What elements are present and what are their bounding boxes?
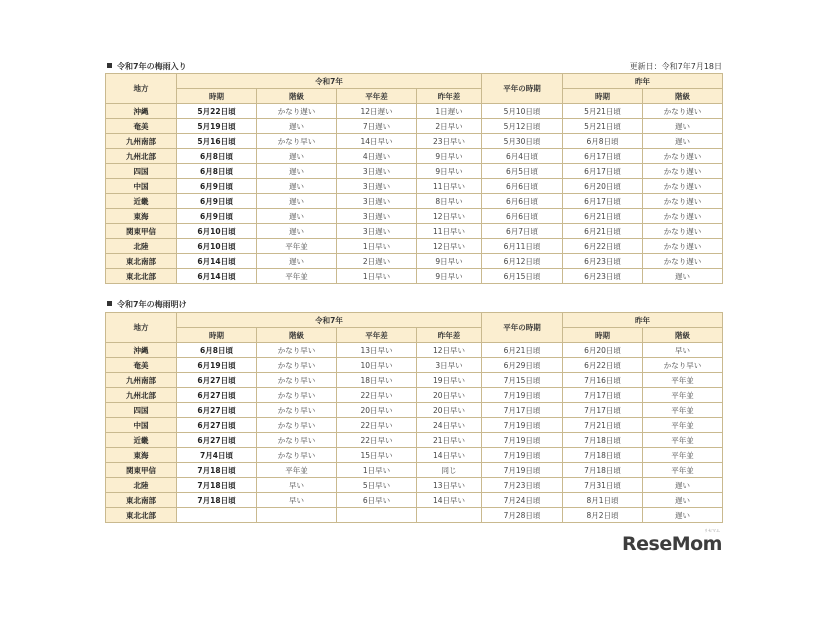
prev-diff-cell: 2日早い [417, 119, 482, 134]
last-year-class-cell: 平年並 [643, 418, 723, 433]
region-cell: 東北北部 [106, 269, 177, 284]
normal-diff-cell [337, 508, 417, 523]
normal-diff-cell: 3日遅い [337, 164, 417, 179]
header-normal-period: 平年の時期 [482, 74, 563, 104]
last-year-period-cell: 7月18日頃 [563, 463, 643, 478]
period-cell: 6月27日頃 [177, 433, 257, 448]
prev-diff-cell: 21日早い [417, 433, 482, 448]
normal-diff-cell: 1日早い [337, 463, 417, 478]
prev-diff-cell: 9日早い [417, 149, 482, 164]
table-row [106, 373, 723, 388]
header-last-year: 昨年 [563, 313, 723, 328]
prev-diff-cell: 14日早い [417, 448, 482, 463]
header-prev-diff: 昨年差 [417, 328, 482, 343]
prev-diff-cell: 19日早い [417, 373, 482, 388]
region-cell: 中国 [106, 418, 177, 433]
period-cell: 6月19日頃 [177, 358, 257, 373]
normal-diff-cell: 2日遅い [337, 254, 417, 269]
prev-diff-cell: 9日早い [417, 269, 482, 284]
last-year-period-cell: 6月22日頃 [563, 239, 643, 254]
last-year-period-cell: 6月23日頃 [563, 269, 643, 284]
header-last-year-period: 時期 [563, 328, 643, 343]
header-region: 地方 [106, 74, 177, 104]
last-year-period-cell: 6月21日頃 [563, 209, 643, 224]
class-cell: かなり遅い [257, 104, 337, 119]
normal-period-cell: 7月28日頃 [482, 508, 563, 523]
last-year-period-cell: 5月21日頃 [563, 104, 643, 119]
region-cell: 東海 [106, 448, 177, 463]
normal-period-cell: 7月19日頃 [482, 433, 563, 448]
period-cell: 6月14日頃 [177, 269, 257, 284]
normal-diff-cell: 3日遅い [337, 209, 417, 224]
header-prev-diff: 昨年差 [417, 89, 482, 104]
period-cell: 6月27日頃 [177, 403, 257, 418]
header-normal-diff: 平年差 [337, 328, 417, 343]
last-year-class-cell: かなり遅い [643, 104, 723, 119]
region-cell: 九州北部 [106, 149, 177, 164]
normal-diff-cell: 3日遅い [337, 179, 417, 194]
period-cell [177, 508, 257, 523]
normal-diff-cell: 4日遅い [337, 149, 417, 164]
period-cell: 6月8日頃 [177, 149, 257, 164]
header-current-year: 令和7年 [177, 313, 482, 328]
onset-table-body [106, 104, 723, 284]
last-year-period-cell: 6月22日頃 [563, 358, 643, 373]
header-class: 階級 [257, 89, 337, 104]
period-cell: 6月14日頃 [177, 254, 257, 269]
region-cell: 近畿 [106, 194, 177, 209]
period-cell: 5月19日頃 [177, 119, 257, 134]
region-cell: 沖縄 [106, 104, 177, 119]
header-period: 時期 [177, 89, 257, 104]
class-cell: 遅い [257, 194, 337, 209]
table-row [106, 194, 723, 209]
last-year-class-cell: 平年並 [643, 403, 723, 418]
class-cell: かなり早い [257, 448, 337, 463]
normal-diff-cell: 18日早い [337, 373, 417, 388]
region-cell: 九州北部 [106, 388, 177, 403]
header-region: 地方 [106, 313, 177, 343]
prev-diff-cell: 同じ [417, 463, 482, 478]
class-cell: 遅い [257, 224, 337, 239]
period-cell: 6月10日頃 [177, 224, 257, 239]
normal-diff-cell: 22日早い [337, 433, 417, 448]
class-cell [257, 508, 337, 523]
header-class: 階級 [257, 328, 337, 343]
normal-period-cell: 5月30日頃 [482, 134, 563, 149]
last-year-class-cell: 平年並 [643, 448, 723, 463]
period-cell: 6月27日頃 [177, 373, 257, 388]
normal-period-cell: 5月10日頃 [482, 104, 563, 119]
normal-diff-cell: 1日早い [337, 269, 417, 284]
last-year-class-cell: 平年並 [643, 433, 723, 448]
class-cell: 早い [257, 478, 337, 493]
header-last-year: 昨年 [563, 74, 723, 89]
header-last-year-class: 階級 [643, 328, 723, 343]
normal-period-cell: 6月6日頃 [482, 179, 563, 194]
region-cell: 東海 [106, 209, 177, 224]
normal-period-cell: 7月24日頃 [482, 493, 563, 508]
normal-period-cell: 6月15日頃 [482, 269, 563, 284]
normal-diff-cell: 20日早い [337, 403, 417, 418]
last-year-class-cell: 平年並 [643, 463, 723, 478]
normal-period-cell: 7月17日頃 [482, 403, 563, 418]
table-row [106, 104, 723, 119]
period-cell: 6月8日頃 [177, 343, 257, 358]
table-row [106, 433, 723, 448]
last-year-class-cell: 遅い [643, 478, 723, 493]
table-row [106, 403, 723, 418]
table-row [106, 343, 723, 358]
normal-diff-cell: 3日遅い [337, 224, 417, 239]
last-year-class-cell: かなり遅い [643, 224, 723, 239]
class-cell: かなり早い [257, 373, 337, 388]
region-cell: 九州南部 [106, 134, 177, 149]
last-year-period-cell: 7月17日頃 [563, 388, 643, 403]
class-cell: 平年並 [257, 269, 337, 284]
prev-diff-cell: 12日早い [417, 239, 482, 254]
prev-diff-cell [417, 508, 482, 523]
table-row [106, 358, 723, 373]
last-year-period-cell: 7月21日頃 [563, 418, 643, 433]
normal-period-cell: 6月6日頃 [482, 194, 563, 209]
prev-diff-cell: 3日早い [417, 358, 482, 373]
prev-diff-cell: 20日早い [417, 403, 482, 418]
header-normal-diff: 平年差 [337, 89, 417, 104]
last-year-period-cell: 6月20日頃 [563, 343, 643, 358]
table-row [106, 508, 723, 523]
last-year-class-cell: かなり遅い [643, 164, 723, 179]
last-year-class-cell: かなり遅い [643, 239, 723, 254]
last-year-period-cell: 6月8日頃 [563, 134, 643, 149]
normal-diff-cell: 1日早い [337, 239, 417, 254]
prev-diff-cell: 11日早い [417, 224, 482, 239]
end-table-body [106, 343, 723, 523]
updated-date: 更新日：令和7年7月18日 [629, 62, 722, 71]
class-cell: かなり早い [257, 403, 337, 418]
normal-diff-cell: 3日遅い [337, 194, 417, 209]
last-year-class-cell: 遅い [643, 269, 723, 284]
period-cell: 6月27日頃 [177, 418, 257, 433]
prev-diff-cell: 9日早い [417, 254, 482, 269]
class-cell: 遅い [257, 179, 337, 194]
period-cell: 7月4日頃 [177, 448, 257, 463]
last-year-class-cell: 平年並 [643, 388, 723, 403]
prev-diff-cell: 11日早い [417, 179, 482, 194]
header-last-year-period: 時期 [563, 89, 643, 104]
region-cell: 東北南部 [106, 254, 177, 269]
class-cell: 早い [257, 493, 337, 508]
normal-period-cell: 7月23日頃 [482, 478, 563, 493]
normal-diff-cell: 22日早い [337, 418, 417, 433]
period-cell: 6月9日頃 [177, 209, 257, 224]
normal-period-cell: 7月19日頃 [482, 418, 563, 433]
region-cell: 沖縄 [106, 343, 177, 358]
normal-period-cell: 6月11日頃 [482, 239, 563, 254]
last-year-period-cell: 6月17日頃 [563, 164, 643, 179]
region-cell: 四国 [106, 403, 177, 418]
class-cell: かなり早い [257, 134, 337, 149]
class-cell: かなり早い [257, 358, 337, 373]
bullet-square-icon [107, 63, 112, 68]
prev-diff-cell: 24日早い [417, 418, 482, 433]
region-cell: 東北南部 [106, 493, 177, 508]
class-cell: かなり早い [257, 388, 337, 403]
onset-table [105, 73, 723, 284]
last-year-class-cell: 遅い [643, 508, 723, 523]
last-year-class-cell: かなり遅い [643, 194, 723, 209]
last-year-class-cell: かなり遅い [643, 179, 723, 194]
class-cell: 遅い [257, 149, 337, 164]
last-year-class-cell: 平年並 [643, 373, 723, 388]
normal-period-cell: 7月19日頃 [482, 388, 563, 403]
normal-diff-cell: 5日早い [337, 478, 417, 493]
last-year-period-cell: 6月17日頃 [563, 149, 643, 164]
normal-diff-cell: 7日遅い [337, 119, 417, 134]
last-year-class-cell: 早い [643, 343, 723, 358]
period-cell: 6月27日頃 [177, 388, 257, 403]
prev-diff-cell: 1日遅い [417, 104, 482, 119]
last-year-period-cell: 6月20日頃 [563, 179, 643, 194]
resemom-logo: ReseMom リセマム [622, 528, 722, 555]
last-year-period-cell: 7月16日頃 [563, 373, 643, 388]
onset-section-title: 令和7年の梅雨入り [107, 61, 187, 72]
table-row [106, 134, 723, 149]
class-cell: 遅い [257, 119, 337, 134]
period-cell: 6月8日頃 [177, 164, 257, 179]
table-row [106, 164, 723, 179]
class-cell: 遅い [257, 209, 337, 224]
header-normal-period: 平年の時期 [482, 313, 563, 343]
last-year-class-cell: かなり早い [643, 358, 723, 373]
normal-diff-cell: 13日早い [337, 343, 417, 358]
class-cell: かなり早い [257, 418, 337, 433]
normal-diff-cell: 22日早い [337, 388, 417, 403]
last-year-period-cell: 6月21日頃 [563, 224, 643, 239]
period-cell: 6月9日頃 [177, 179, 257, 194]
prev-diff-cell: 8日早い [417, 194, 482, 209]
region-cell: 奄美 [106, 119, 177, 134]
normal-period-cell: 6月7日頃 [482, 224, 563, 239]
last-year-period-cell: 6月17日頃 [563, 194, 643, 209]
last-year-class-cell: 遅い [643, 119, 723, 134]
region-cell: 中国 [106, 179, 177, 194]
period-cell: 5月16日頃 [177, 134, 257, 149]
region-cell: 関東甲信 [106, 224, 177, 239]
normal-diff-cell: 14日早い [337, 134, 417, 149]
table-row [106, 224, 723, 239]
region-cell: 奄美 [106, 358, 177, 373]
bullet-square-icon [107, 301, 112, 306]
last-year-period-cell: 7月31日頃 [563, 478, 643, 493]
region-cell: 北陸 [106, 478, 177, 493]
class-cell: 遅い [257, 164, 337, 179]
last-year-period-cell: 6月23日頃 [563, 254, 643, 269]
class-cell: 遅い [257, 254, 337, 269]
class-cell: かなり早い [257, 433, 337, 448]
prev-diff-cell: 23日早い [417, 134, 482, 149]
region-cell: 北陸 [106, 239, 177, 254]
period-cell: 7月18日頃 [177, 463, 257, 478]
end-section-title: 令和7年の梅雨明け [107, 299, 187, 310]
normal-diff-cell: 6日早い [337, 493, 417, 508]
last-year-class-cell: かなり遅い [643, 149, 723, 164]
table-row [106, 493, 723, 508]
header-last-year-class: 階級 [643, 89, 723, 104]
last-year-class-cell: 遅い [643, 134, 723, 149]
table-row [106, 119, 723, 134]
logo-tagline: リセマム [704, 528, 720, 533]
region-cell: 近畿 [106, 433, 177, 448]
normal-diff-cell: 12日遅い [337, 104, 417, 119]
class-cell: 平年並 [257, 463, 337, 478]
period-cell: 7月18日頃 [177, 493, 257, 508]
period-cell: 7月18日頃 [177, 478, 257, 493]
last-year-period-cell: 8月2日頃 [563, 508, 643, 523]
normal-period-cell: 6月29日頃 [482, 358, 563, 373]
table-row [106, 209, 723, 224]
table-row [106, 478, 723, 493]
prev-diff-cell: 12日早い [417, 209, 482, 224]
last-year-period-cell: 7月18日頃 [563, 448, 643, 463]
last-year-period-cell: 7月17日頃 [563, 403, 643, 418]
normal-period-cell: 5月12日頃 [482, 119, 563, 134]
table-row [106, 269, 723, 284]
last-year-period-cell: 5月21日頃 [563, 119, 643, 134]
normal-period-cell: 7月19日頃 [482, 448, 563, 463]
region-cell: 関東甲信 [106, 463, 177, 478]
class-cell: 平年並 [257, 239, 337, 254]
end-table [105, 312, 723, 523]
period-cell: 5月22日頃 [177, 104, 257, 119]
prev-diff-cell: 9日早い [417, 164, 482, 179]
last-year-class-cell: 遅い [643, 493, 723, 508]
normal-period-cell: 6月4日頃 [482, 149, 563, 164]
table-row [106, 179, 723, 194]
last-year-class-cell: かなり遅い [643, 254, 723, 269]
class-cell: かなり早い [257, 343, 337, 358]
table-row [106, 254, 723, 269]
prev-diff-cell: 20日早い [417, 388, 482, 403]
header-period: 時期 [177, 328, 257, 343]
normal-period-cell: 6月6日頃 [482, 209, 563, 224]
prev-diff-cell: 13日早い [417, 478, 482, 493]
table-row [106, 239, 723, 254]
normal-period-cell: 7月19日頃 [482, 463, 563, 478]
last-year-period-cell: 8月1日頃 [563, 493, 643, 508]
normal-period-cell: 6月5日頃 [482, 164, 563, 179]
table-row [106, 463, 723, 478]
last-year-period-cell: 7月18日頃 [563, 433, 643, 448]
table-row [106, 149, 723, 164]
period-cell: 6月9日頃 [177, 194, 257, 209]
region-cell: 九州南部 [106, 373, 177, 388]
region-cell: 四国 [106, 164, 177, 179]
period-cell: 6月10日頃 [177, 239, 257, 254]
normal-diff-cell: 10日早い [337, 358, 417, 373]
table-row [106, 448, 723, 463]
normal-period-cell: 7月15日頃 [482, 373, 563, 388]
header-current-year: 令和7年 [177, 74, 482, 89]
region-cell: 東北北部 [106, 508, 177, 523]
prev-diff-cell: 14日早い [417, 493, 482, 508]
table-row [106, 418, 723, 433]
table-row [106, 388, 723, 403]
normal-period-cell: 6月21日頃 [482, 343, 563, 358]
last-year-class-cell: かなり遅い [643, 209, 723, 224]
normal-period-cell: 6月12日頃 [482, 254, 563, 269]
normal-diff-cell: 15日早い [337, 448, 417, 463]
prev-diff-cell: 12日早い [417, 343, 482, 358]
